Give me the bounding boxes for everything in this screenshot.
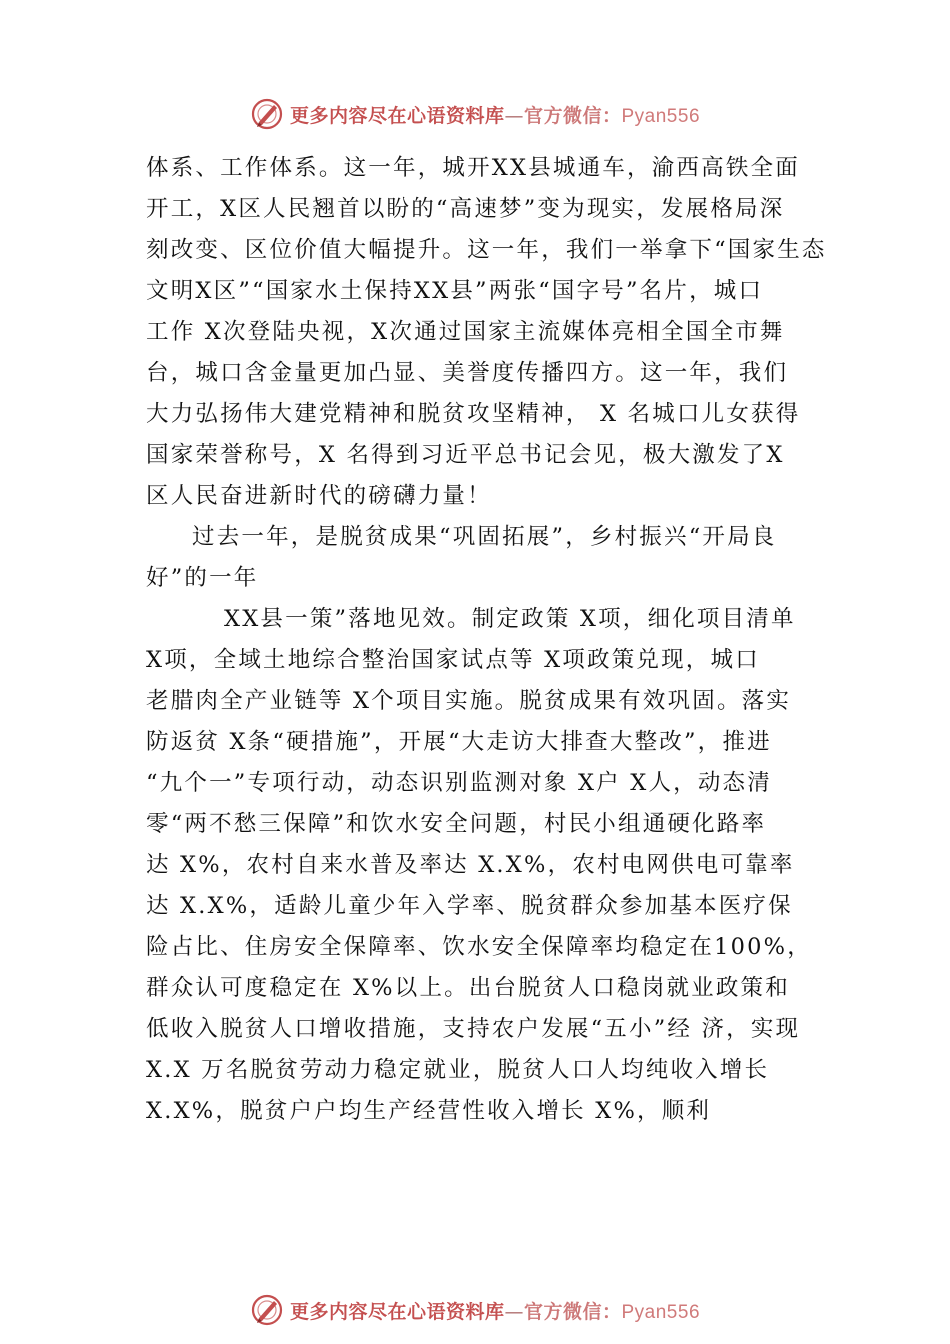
body-line: 大力弘扬伟大建党精神和脱贫攻坚精神， X 名城口儿女获得 [146, 401, 801, 427]
header-label: 官方微信： [523, 104, 622, 127]
header-watermark-text [290, 101, 700, 128]
body-line: 文明X区”“国家水土保持XX县”两张“国字号”名片，城口 [146, 278, 764, 304]
body-line: 险占比、住房安全保障率、饮水安全保障率均稳定在100%， [146, 934, 812, 960]
body-line: 老腊肉全产业链等 X个项目实施。脱贫成果有效巩固。落实 [146, 688, 792, 714]
footer-label: 官方微信： [523, 1300, 622, 1323]
body-line: X项，全域土地综合整治国家试点等 X项政策兑现，城口 [146, 647, 760, 673]
body-line: 群众认可度稳定在 X%以上。出台脱贫人口稳岗就业政策和 [146, 975, 790, 1001]
header-banner [0, 94, 950, 134]
body-line: X.X%，脱贫户户均生产经营性收入增长 X%，顺利 [146, 1098, 712, 1124]
body-line: 达 X.X%，适龄儿童少年入学率、脱贫群众参加基本医疗保 [146, 893, 793, 919]
body-line: 开工，X区人民翘首以盼的“高速梦”变为现实，发展格局深 [146, 196, 785, 222]
body-line: 工作 X次登陆央视，X次通过国家主流媒体亮相全国全市舞 [146, 319, 785, 345]
body-line: 低收入脱贫人口增收措施，支持农户发展“五小”经 济，实现 [146, 1016, 801, 1042]
body-line: 国家荣誉称号，X 名得到习近平总书记会见，极大激发了X [146, 442, 785, 468]
body-line: “九个一”专项行动，动态识别监测对象 X户 X人，动态清 [146, 770, 772, 796]
body-line: 区人民奋进新时代的磅礴力量！ [146, 483, 492, 509]
body-line: XX县一策”落地见效。制定政策 X项，细化项目清单 [224, 606, 796, 632]
footer-banner [0, 1290, 950, 1330]
body-line: 防返贫 X条“硬措施”，开展“大走访大排查大整改”，推进 [146, 729, 772, 755]
body-line: 刻改变、区位价值大幅提升。这一年，我们一举拿下“国家生态 [146, 237, 827, 263]
header-account: Pyan556 [621, 105, 701, 127]
body-line: 好”的一年 [146, 565, 259, 591]
body-line: 过去一年，是脱贫成果“巩固拓展”，乡村振兴“开局良 [192, 524, 777, 550]
body-line: 零“两不愁三保障”和饮水安全问题，村民小组通硬化路率 [146, 811, 767, 837]
header-brand: 更多内容尽在心语资料库 [289, 104, 505, 127]
pen-logo-icon [250, 1293, 284, 1327]
footer-separator: — [504, 1300, 524, 1323]
document-body [146, 148, 836, 1132]
footer-brand: 更多内容尽在心语资料库 [289, 1300, 505, 1323]
footer-account: Pyan556 [621, 1301, 701, 1323]
header-separator: — [504, 104, 524, 127]
pen-logo-icon [250, 97, 284, 131]
body-line: 达 X%，农村自来水普及率达 X.X%，农村电网供电可靠率 [146, 852, 795, 878]
body-line: 台，城口含金量更加凸显、美誉度传播四方。这一年，我们 [146, 360, 789, 386]
body-line: 体系、工作体系。这一年，城开XX县城通车，渝西高铁全面 [146, 155, 800, 181]
body-line: X.X 万名脱贫劳动力稳定就业，脱贫人口人均纯收入增长 [146, 1057, 770, 1083]
footer-watermark-text [290, 1297, 700, 1324]
